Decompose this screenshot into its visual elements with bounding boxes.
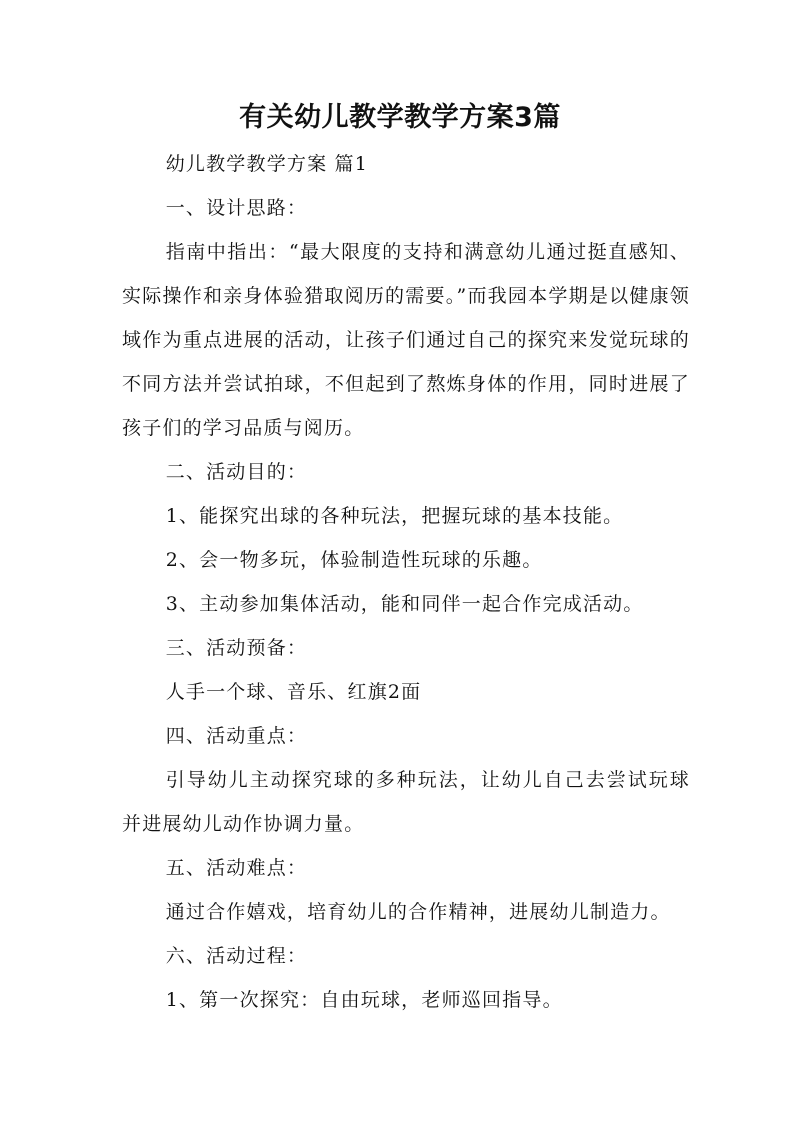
paragraph-focus: 引导幼儿主动探究球的多种玩法，让幼儿自己去尝试玩球并进展幼儿动作协调力量。 bbox=[122, 769, 690, 835]
document-body bbox=[122, 142, 690, 1022]
heading-activity-difficulty: 五、活动难点： bbox=[165, 857, 308, 879]
heading-activity-goals: 二、活动目的： bbox=[165, 461, 308, 483]
goal-item-3: 3、主动参加集体活动，能和同伴一起合作完成活动。 bbox=[165, 593, 644, 615]
document-title: 有关幼儿教学教学方案3篇 bbox=[239, 102, 561, 133]
paragraph-difficulty: 通过合作嬉戏，培育幼儿的合作精神，进展幼儿制造力。 bbox=[165, 901, 671, 923]
paragraph-design-idea: 指南中指出：“最大限度的支持和满意幼儿通过挺直感知、实际操作和亲身体验猎取阅历的需要。”而我园本学期是以健康领域作为重点进展的活动，让孩子们通过自己的探究来发觉玩球的不同方法并尝试拍球，不但起到了熬炼身体的作用，同时进展了孩子们的学习品质与阅历。 bbox=[122, 241, 690, 439]
goal-item-1: 1、能探究出球的各种玩法，把握玩球的基本技能。 bbox=[165, 505, 624, 527]
heading-activity-process: 六、活动过程： bbox=[165, 945, 308, 967]
heading-activity-preparation: 三、活动预备： bbox=[165, 637, 308, 659]
goal-item-2: 2、会一物多玩，体验制造性玩球的乐趣。 bbox=[165, 549, 543, 571]
heading-design-idea: 一、设计思路： bbox=[165, 197, 308, 219]
section-heading-plan-1: 幼儿教学教学方案 篇1 bbox=[165, 153, 369, 175]
paragraph-preparation: 人手一个球、音乐、红旗2面 bbox=[165, 681, 422, 703]
process-item-1: 1、第一次探究：自由玩球，老师巡回指导。 bbox=[165, 989, 563, 1011]
heading-activity-focus: 四、活动重点： bbox=[165, 725, 308, 747]
